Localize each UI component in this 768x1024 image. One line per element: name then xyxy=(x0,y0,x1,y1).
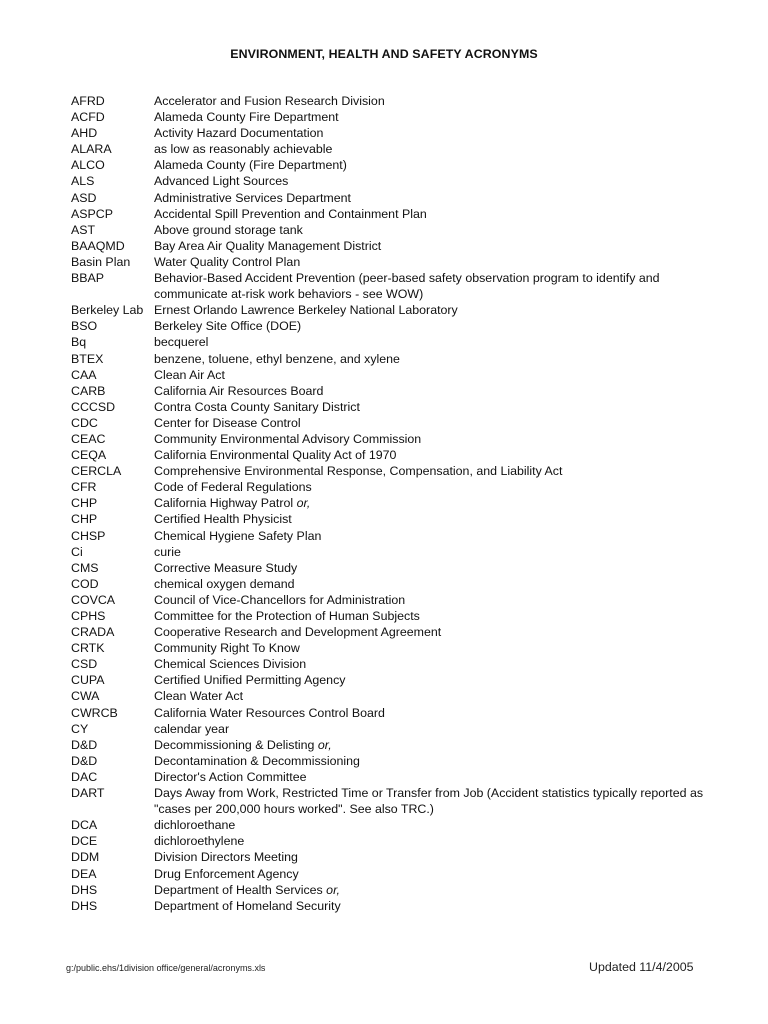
acronym-definition-text: Certified Health Physicist xyxy=(154,512,292,527)
page-title: ENVIRONMENT, HEALTH AND SAFETY ACRONYMS xyxy=(230,47,538,61)
acronym-definition xyxy=(154,705,711,721)
footer-file-path: g:/public.ehs/1division office/general/acronyms.xls xyxy=(66,963,266,973)
acronym-definition xyxy=(154,222,711,238)
acronym-definition-text: chemical oxygen demand xyxy=(154,576,295,591)
acronym-definition-text: Contra Costa County Sanitary District xyxy=(154,399,360,414)
acronym-row xyxy=(71,254,711,270)
acronym-definition-text: California Environmental Quality Act of 1970 xyxy=(154,448,397,463)
acronym-definition-or-suffix: or, xyxy=(322,882,340,897)
acronym-abbreviation: CARB xyxy=(71,383,106,398)
acronym-row xyxy=(71,592,711,608)
acronym-abbreviation: DEA xyxy=(71,866,97,881)
acronym-row xyxy=(71,560,711,576)
acronym-abbreviation: CY xyxy=(71,721,89,736)
acronym-list xyxy=(71,93,711,914)
acronym-definition xyxy=(154,656,711,672)
acronym-definition-text: Administrative Services Department xyxy=(154,190,351,205)
acronym-definition xyxy=(154,479,711,495)
acronym-row xyxy=(71,898,711,914)
acronym-row xyxy=(71,511,711,527)
acronym-definition xyxy=(154,238,711,254)
acronym-abbreviation: BAAQMD xyxy=(71,238,125,253)
acronym-abbreviation: Bq xyxy=(71,335,87,350)
acronym-row xyxy=(71,849,711,865)
acronym-definition xyxy=(154,753,711,769)
acronym-abbreviation: CAA xyxy=(71,367,97,382)
acronym-row xyxy=(71,640,711,656)
footer-updated-date: Updated 11/4/2005 xyxy=(589,960,694,974)
acronym-definition xyxy=(154,866,711,882)
acronym-definition-text: Water Quality Control Plan xyxy=(154,254,301,269)
acronym-row xyxy=(71,351,711,367)
acronym-row xyxy=(71,479,711,495)
acronym-definition xyxy=(154,688,711,704)
acronym-abbreviation: CWA xyxy=(71,689,100,704)
acronym-row xyxy=(71,447,711,463)
acronym-definition-text: as low as reasonably achievable xyxy=(154,142,333,157)
acronym-definition-text: curie xyxy=(154,544,181,559)
acronym-row xyxy=(71,383,711,399)
acronym-abbreviation: BSO xyxy=(71,319,98,334)
acronym-row xyxy=(71,463,711,479)
acronym-definition xyxy=(154,190,711,206)
acronym-definition-text: dichloroethane xyxy=(154,818,236,833)
acronym-row xyxy=(71,141,711,157)
acronym-definition xyxy=(154,511,711,527)
acronym-definition-text: Committee for the Protection of Human Subjects xyxy=(154,609,420,623)
acronym-abbreviation: Ci xyxy=(71,544,83,559)
acronym-row xyxy=(71,190,711,206)
acronym-definition xyxy=(154,672,711,688)
acronym-row xyxy=(71,109,711,125)
acronym-row xyxy=(71,528,711,544)
acronym-definition xyxy=(154,833,711,849)
acronym-definition-text: benzene, toluene, ethyl benzene, and xylene xyxy=(154,351,400,366)
acronym-definition xyxy=(154,882,711,898)
acronym-row xyxy=(71,93,711,109)
acronym-row xyxy=(71,206,711,222)
acronym-definition-text: Code of Federal Regulations xyxy=(154,480,312,495)
acronym-row xyxy=(71,415,711,431)
acronym-abbreviation: BTEX xyxy=(71,351,104,366)
acronym-definition xyxy=(154,334,711,350)
acronym-definition xyxy=(154,318,711,334)
acronym-abbreviation: CRTK xyxy=(71,641,105,656)
acronym-definition-text: Chemical Sciences Division xyxy=(154,657,307,672)
acronym-row xyxy=(71,431,711,447)
acronym-definition xyxy=(154,544,711,560)
acronym-row xyxy=(71,737,711,753)
acronym-definition xyxy=(154,447,711,463)
acronym-abbreviation: CWRCB xyxy=(71,705,118,720)
acronym-definition xyxy=(154,302,711,318)
acronym-abbreviation: D&D xyxy=(71,753,98,768)
acronym-abbreviation: AHD xyxy=(71,126,98,141)
acronym-definition-text: Drug Enforcement Agency xyxy=(154,866,299,881)
acronym-row xyxy=(71,608,711,624)
acronym-definition-text: Above ground storage tank xyxy=(154,222,303,237)
acronym-abbreviation: CDC xyxy=(71,415,98,430)
acronym-definition-text: Community Right To Know xyxy=(154,641,300,656)
acronym-row xyxy=(71,672,711,688)
acronym-definition xyxy=(154,206,711,222)
acronym-row xyxy=(71,882,711,898)
acronym-definition-text: Decontamination & Decommissioning xyxy=(154,753,360,768)
acronym-abbreviation: ALARA xyxy=(71,142,112,157)
acronym-abbreviation: CFR xyxy=(71,480,97,495)
acronym-definition xyxy=(154,737,711,753)
acronym-definition xyxy=(154,640,711,656)
acronym-definition xyxy=(154,624,711,640)
acronym-row xyxy=(71,656,711,672)
acronym-abbreviation: AFRD xyxy=(71,94,105,108)
acronym-definition-text: Chemical Hygiene Safety Plan xyxy=(154,528,322,543)
acronym-definition-text: Corrective Measure Study xyxy=(154,560,298,575)
acronym-definition-or-suffix: or, xyxy=(314,737,332,752)
acronym-abbreviation: CCCSD xyxy=(71,399,116,414)
acronym-row xyxy=(71,399,711,415)
acronym-row xyxy=(71,367,711,383)
acronym-definition-text: Accelerator and Fusion Research Division xyxy=(154,94,385,108)
acronym-definition xyxy=(154,270,711,302)
acronym-definition-text: Advanced Light Sources xyxy=(154,174,289,189)
acronym-definition-text: Days Away from Work, Restricted Time or Transfer from Job (Accident statistics typically reported as "cases per 200,000 hours worked". See also TRC.) xyxy=(154,786,704,817)
acronym-abbreviation: CHSP xyxy=(71,528,106,543)
acronym-abbreviation: DCE xyxy=(71,834,98,849)
acronym-row xyxy=(71,157,711,173)
acronym-abbreviation: DHS xyxy=(71,882,98,897)
acronym-definition-text: Comprehensive Environmental Response, Compensation, and Liability Act xyxy=(154,464,563,479)
acronym-definition xyxy=(154,769,711,785)
acronym-definition-text: Clean Air Act xyxy=(154,367,225,382)
acronym-row xyxy=(71,222,711,238)
acronym-abbreviation: ALS xyxy=(71,174,95,189)
acronym-definition-text: Alameda County (Fire Department) xyxy=(154,158,347,173)
acronym-definition-text: Activity Hazard Documentation xyxy=(154,126,324,141)
acronym-abbreviation: Berkeley Lab xyxy=(71,303,144,318)
acronym-definition-text: Clean Water Act xyxy=(154,689,244,704)
acronym-abbreviation: COD xyxy=(71,576,99,591)
acronym-definition-text: Cooperative Research and Development Agreement xyxy=(154,625,442,640)
acronym-abbreviation: Basin Plan xyxy=(71,254,131,269)
acronym-definition-text: Decommissioning & Delisting xyxy=(154,737,315,752)
acronym-definition xyxy=(154,431,711,447)
acronym-abbreviation: CPHS xyxy=(71,609,106,623)
acronym-definition-text: Center for Disease Control xyxy=(154,415,301,430)
acronym-abbreviation: DART xyxy=(71,786,105,801)
acronym-definition-text: Behavior-Based Accident Prevention (peer-based safety observation program to identify and communicate at-risk work behaviors - see WOW) xyxy=(154,271,660,302)
acronym-abbreviation: CRADA xyxy=(71,625,115,640)
acronym-definition-text: Community Environmental Advisory Commission xyxy=(154,431,422,446)
acronym-definition xyxy=(154,463,711,479)
acronym-definition xyxy=(154,109,711,125)
acronym-row xyxy=(71,624,711,640)
acronym-abbreviation: BBAP xyxy=(71,271,105,286)
acronym-row xyxy=(71,302,711,318)
acronym-definition xyxy=(154,125,711,141)
acronym-definition-text: Director's Action Committee xyxy=(154,769,307,784)
acronym-row xyxy=(71,576,711,592)
acronym-abbreviation: CUPA xyxy=(71,673,105,688)
acronym-definition xyxy=(154,576,711,592)
acronym-definition-or-suffix: or, xyxy=(293,496,311,511)
acronym-definition xyxy=(154,173,711,189)
acronym-definition-text: becquerel xyxy=(154,335,209,350)
acronym-abbreviation: CHP xyxy=(71,512,98,527)
acronym-definition xyxy=(154,608,711,624)
acronym-definition xyxy=(154,141,711,157)
acronym-definition xyxy=(154,351,711,367)
acronym-definition xyxy=(154,495,711,511)
acronym-abbreviation: ASD xyxy=(71,190,97,205)
acronym-definition xyxy=(154,157,711,173)
acronym-definition-text: Department of Homeland Security xyxy=(154,898,341,913)
acronym-definition xyxy=(154,367,711,383)
acronym-row xyxy=(71,705,711,721)
acronym-definition-text: Department of Health Services xyxy=(154,882,323,897)
acronym-definition-text: Bay Area Air Quality Management District xyxy=(154,238,382,253)
acronym-abbreviation: CEAC xyxy=(71,431,106,446)
acronym-definition xyxy=(154,415,711,431)
acronym-abbreviation: D&D xyxy=(71,737,98,752)
acronym-abbreviation: AST xyxy=(71,222,96,237)
acronym-abbreviation: ACFD xyxy=(71,110,105,125)
acronym-abbreviation: DAC xyxy=(71,769,98,784)
acronym-definition-text: Berkeley Site Office (DOE) xyxy=(154,319,302,334)
acronym-row xyxy=(71,866,711,882)
acronym-row xyxy=(71,495,711,511)
acronym-definition-text: Certified Unified Permitting Agency xyxy=(154,673,346,688)
acronym-abbreviation: DCA xyxy=(71,818,98,833)
acronym-abbreviation: CEQA xyxy=(71,448,107,463)
acronym-row xyxy=(71,318,711,334)
acronym-definition-text: California Water Resources Control Board xyxy=(154,705,385,720)
acronym-row xyxy=(71,785,711,817)
acronym-row xyxy=(71,769,711,785)
acronym-definition xyxy=(154,785,711,817)
acronym-row xyxy=(71,125,711,141)
acronym-row xyxy=(71,721,711,737)
acronym-definition xyxy=(154,817,711,833)
acronym-row xyxy=(71,173,711,189)
acronym-abbreviation: CERCLA xyxy=(71,464,122,479)
acronym-definition-text: California Highway Patrol xyxy=(154,496,294,511)
acronym-row xyxy=(71,833,711,849)
acronym-abbreviation: COVCA xyxy=(71,592,116,607)
acronym-definition-text: California Air Resources Board xyxy=(154,383,324,398)
acronym-abbreviation: DHS xyxy=(71,898,98,913)
acronym-row xyxy=(71,270,711,302)
acronym-definition xyxy=(154,93,711,109)
acronym-definition-text: Alameda County Fire Department xyxy=(154,110,339,125)
acronym-abbreviation: CHP xyxy=(71,496,98,511)
acronym-abbreviation: ASPCP xyxy=(71,206,114,221)
acronym-definition-text: calendar year xyxy=(154,721,230,736)
acronym-definition xyxy=(154,254,711,270)
acronym-row xyxy=(71,334,711,350)
acronym-row xyxy=(71,753,711,769)
acronym-definition xyxy=(154,383,711,399)
acronym-definition xyxy=(154,849,711,865)
acronym-definition-text: Accidental Spill Prevention and Containment Plan xyxy=(154,206,427,221)
acronym-abbreviation: DDM xyxy=(71,850,100,865)
acronym-definition-text: Ernest Orlando Lawrence Berkeley National Laboratory xyxy=(154,303,458,318)
acronym-row xyxy=(71,817,711,833)
acronym-definition xyxy=(154,560,711,576)
acronym-definition xyxy=(154,592,711,608)
acronym-definition-text: Division Directors Meeting xyxy=(154,850,298,865)
acronym-definition-text: dichloroethylene xyxy=(154,834,245,849)
acronym-definition xyxy=(154,721,711,737)
acronym-definition xyxy=(154,898,711,914)
acronym-definition xyxy=(154,528,711,544)
acronym-row xyxy=(71,688,711,704)
acronym-abbreviation: ALCO xyxy=(71,158,105,173)
acronym-abbreviation: CSD xyxy=(71,657,98,672)
acronym-definition xyxy=(154,399,711,415)
acronym-definition-text: Council of Vice-Chancellors for Administration xyxy=(154,592,406,607)
acronym-row xyxy=(71,238,711,254)
acronym-row xyxy=(71,544,711,560)
acronym-abbreviation: CMS xyxy=(71,560,99,575)
